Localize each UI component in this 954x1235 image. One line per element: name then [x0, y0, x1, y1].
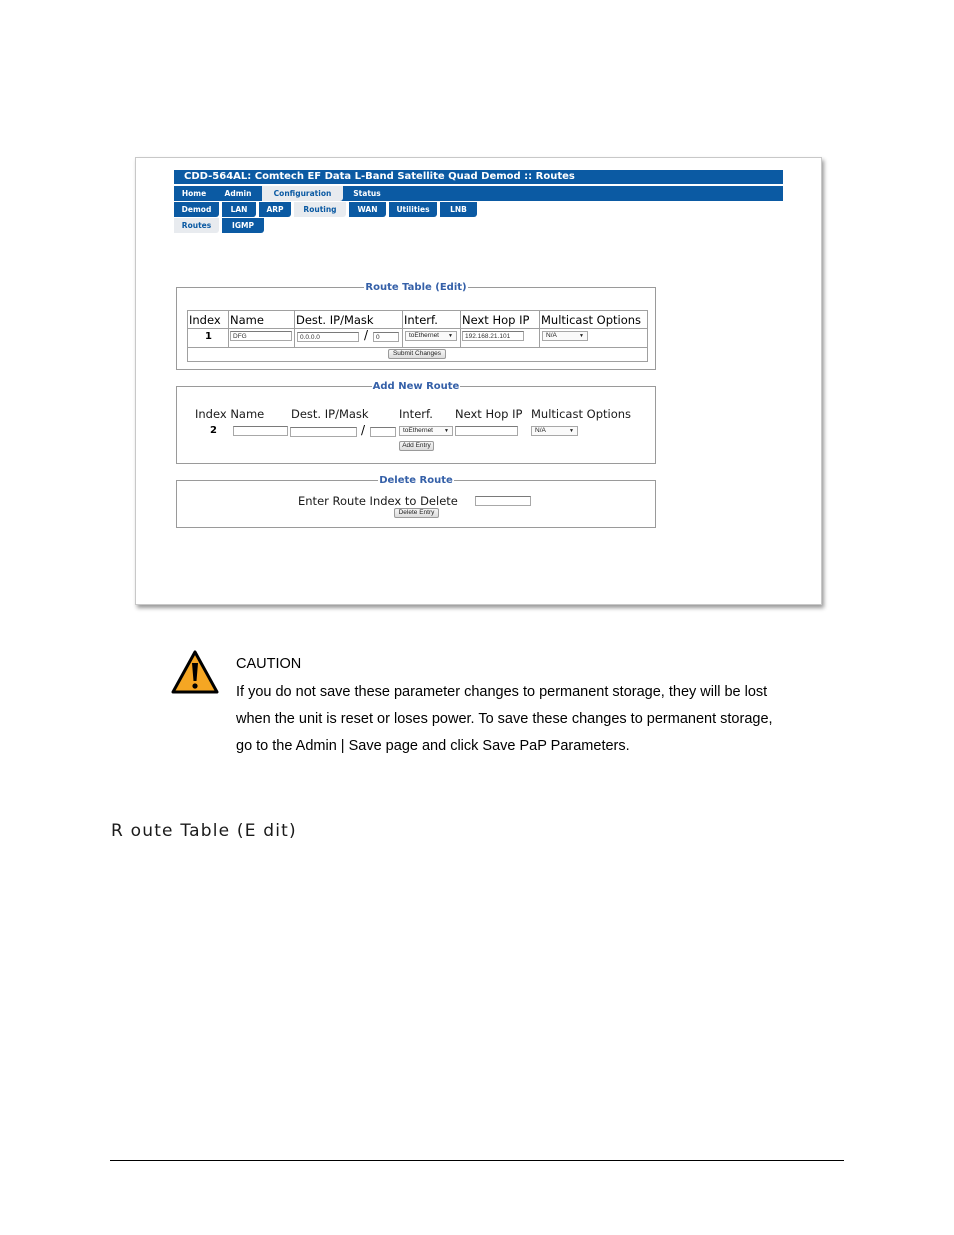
add-mask-input[interactable]	[370, 427, 396, 437]
submit-cell	[188, 348, 648, 362]
chevron-down-icon: ▼	[569, 428, 574, 434]
tab-routing[interactable]: Routing	[294, 202, 346, 217]
delete-route-group	[176, 475, 656, 528]
submit-row	[188, 348, 648, 362]
add-route-legend: Add New Route	[372, 381, 460, 392]
chevron-down-icon: ▼	[448, 333, 453, 339]
mask-separator: /	[364, 328, 369, 342]
save-pap-ref: Save PaP Parameters	[482, 738, 626, 754]
tab-lan[interactable]: LAN	[222, 202, 256, 217]
caution-line-3-pre: go to the	[236, 738, 296, 754]
tab-utilities[interactable]: Utilities	[389, 202, 437, 217]
route-interf-cell	[403, 329, 461, 348]
mask-separator: /	[361, 423, 366, 437]
add-col-header-interf: Interf.	[399, 407, 433, 421]
caution-line-1: If you do not save these parameter changes to permanent storage, they will be lost	[236, 684, 768, 700]
route-multicast-select[interactable]	[542, 331, 588, 341]
col-header-index: Index	[188, 311, 229, 329]
caution-line-3-mid: page and click	[381, 738, 483, 754]
route-index-cell	[188, 329, 229, 348]
add-interf-value: toEthernet	[403, 427, 433, 434]
col-header-name: Name	[229, 311, 295, 329]
caution-line-2: when the unit is reset or loses power. To save these changes to permanent storage,	[236, 711, 773, 727]
route-table-header-row	[188, 311, 648, 329]
route-name-input[interactable]: DFG	[230, 331, 292, 341]
add-col-header-index-name: Index Name	[195, 407, 265, 421]
chevron-down-icon: ▼	[444, 428, 449, 434]
tab-arp[interactable]: ARP	[259, 202, 291, 217]
tab-demod[interactable]: Demod	[174, 202, 219, 217]
route-interf-select[interactable]	[405, 331, 457, 341]
nav-row-main	[174, 186, 783, 201]
warning-icon	[171, 650, 219, 694]
route-index: 1	[205, 331, 212, 342]
admin-save-ref: Admin | Save	[295, 738, 382, 754]
caution-text	[236, 679, 836, 760]
tab-status[interactable]: Status	[346, 186, 388, 201]
submit-changes-button[interactable]: Submit Changes	[388, 349, 446, 359]
table-row	[188, 329, 648, 348]
add-col-header-dest-ip: Dest. IP/Mask	[291, 407, 369, 421]
col-header-next-hop: Next Hop IP	[461, 311, 540, 329]
route-next-hop-input[interactable]: 192.168.21.101	[462, 331, 524, 341]
screenshot-frame	[135, 157, 822, 605]
route-name-cell	[229, 329, 295, 348]
col-header-multicast: Multicast Options	[540, 311, 648, 329]
add-multicast-value: N/A	[535, 427, 546, 434]
route-multicast-cell	[540, 329, 648, 348]
add-multicast-select[interactable]	[531, 426, 578, 436]
route-interf-value: toEthernet	[409, 332, 439, 339]
app-title-bar: CDD-564AL: Comtech EF Data L-Band Satellite Quad Demod :: Routes	[174, 170, 783, 184]
section-heading: R oute Table (E dit)	[111, 821, 297, 841]
add-entry-button[interactable]: Add Entry	[399, 441, 434, 451]
add-dest-ip-input[interactable]	[290, 427, 357, 437]
route-multicast-value: N/A	[546, 332, 557, 339]
caution-title: CAUTION	[236, 656, 302, 672]
route-mask-input[interactable]: 0	[373, 332, 399, 342]
add-name-input[interactable]	[233, 426, 288, 436]
delete-route-legend: Delete Route	[379, 475, 453, 486]
footer-divider	[110, 1160, 844, 1161]
route-table-group	[176, 282, 656, 370]
chevron-down-icon: ▼	[579, 333, 584, 339]
tab-configuration[interactable]: Configuration	[262, 186, 343, 201]
delete-entry-button[interactable]: Delete Entry	[394, 508, 439, 518]
tab-admin[interactable]: Admin	[217, 186, 259, 201]
route-next-hop-cell	[461, 329, 540, 348]
add-col-header-next-hop: Next Hop IP	[455, 407, 523, 421]
add-next-hop-input[interactable]	[455, 426, 518, 436]
col-header-interf: Interf.	[403, 311, 461, 329]
caution-line-3-end: .	[625, 738, 630, 754]
delete-index-input[interactable]	[475, 496, 531, 506]
delete-route-prompt: Enter Route Index to Delete	[298, 494, 458, 508]
tab-igmp[interactable]: IGMP	[222, 218, 264, 233]
add-route-group	[176, 381, 656, 464]
nav-row-routing	[174, 218, 264, 233]
add-col-header-multicast: Multicast Options	[531, 407, 632, 421]
route-table	[187, 310, 648, 362]
caution-line-3	[236, 733, 836, 760]
col-header-dest-ip: Dest. IP/Mask	[295, 311, 403, 329]
add-route-index: 2	[210, 425, 217, 436]
tab-routes[interactable]: Routes	[174, 218, 219, 233]
route-dest-ip-input[interactable]: 0.0.0.0	[297, 332, 359, 342]
tab-home[interactable]: Home	[174, 186, 214, 201]
tab-lnb[interactable]: LNB	[440, 202, 477, 217]
add-interf-select[interactable]	[399, 426, 453, 436]
nav-row-configuration	[174, 202, 477, 217]
tab-wan[interactable]: WAN	[349, 202, 386, 217]
route-table-legend: Route Table (Edit)	[365, 282, 467, 293]
route-dest-cell	[295, 329, 403, 348]
